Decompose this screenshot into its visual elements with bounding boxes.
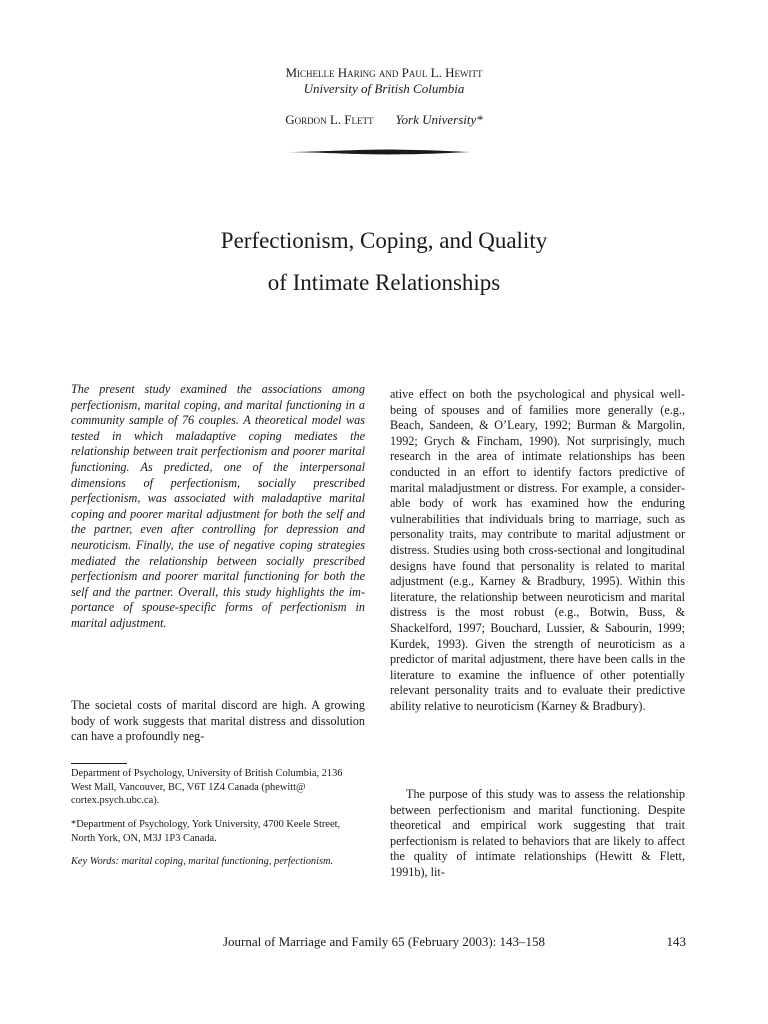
footnote-affiliation: Department of Psychology, University of British Columbia, 2136 West Mall, Vancouver, BC, V6T 1Z4 Canada (phewitt@ cortex.psych.ubc.ca). xyxy=(71,768,343,807)
footnote-york: *Department of Psychology, York University, 4700 Keele Street, North York, ON, M3J 1P3 Canada. xyxy=(71,819,341,844)
abstract: The present study examined the associations among perfectionism, marital coping, and marital functioning in a community sample of 76 couples. A theoretical model was tested in which maladaptive coping mediates the relationship between trait perfectionism and poorer marital functioning. As predicted, one of the interpersonal dimensions of perfectionism, socially prescribed perfectionism, was associated with maladaptive marital coping and poorer marital adjustment for both the self and the partner, even after controlling for depression and neuroticism. Finally, the use of negative coping strategies mediated the relationship between socially prescribed perfectionism and poorer marital functioning for both the self and the partner. Overall, this study highlights the importance of spouse-specific forms of perfectionism in marital adjustment. xyxy=(71,382,365,630)
author-names: Michelle Haring and Paul L. Hewitt xyxy=(285,65,483,80)
article-title-line-2: of Intimate Relationships xyxy=(267,270,501,295)
intro-paragraph: The societal costs of marital discord are high. A growing body of work suggests that marital distress and dissolution can have a profoundly neg- xyxy=(71,698,365,744)
body-paragraph-purpose: The purpose of this study was to assess the relationship between perfectionism and marital functioning. Despite theoretical and empirical work suggesting that trait perfectionism is related to behaviors that are likely to affect the quality of intimate relationships (Hewitt & Flett, 1991b), lit- xyxy=(390,787,685,879)
page-number: 143 xyxy=(666,934,686,949)
footnote-rule xyxy=(71,763,127,764)
body-paragraph-continued: ative effect on both the psychological and physical well-being of spouses and of families more generally (e.g., Beach, Sandeen, & O’Leary, 1992; Burman & Margolin, 1992; Grych & Fincham, 1990). Not surprisingly, much research in the area of intimate relationships has been conducted in an effort to identify factors predictive of marital maladjustment or distress. For example, a considerable body of work has examined how the enduring vulnerabilities that individuals bring to marriage, such as personality traits, may contribute to marital adjustment or distress. Studies using both cross-sectional and longitudinal designs have found that personality is related to marital adjustment (e.g., Karney & Bradbury, 1995). Within this literature, the relationship between neuroticism and marital distress is the most robust (e.g., Botwin, Buss, & Shackelford, 1997; Bouchard, Lussier, & Sabourin, 1999; Kurdek, 1993). Given the strength of neuroticism as a predictor of marital adjustment, there have been calls in the literature to examine the influence of other potentially relevant personality traits and to evaluate their predictive ability relative to neuroticism (Karney & Bradbury). xyxy=(390,387,685,713)
decorative-swash-rule xyxy=(287,147,470,157)
article-title-line-1: Perfectionism, Coping, and Quality xyxy=(220,228,548,253)
key-words: Key Words: marital coping, marital functioning, perfectionism. xyxy=(71,856,334,867)
third-author-name: Gordon L. Flett xyxy=(285,112,374,127)
author-affiliation: University of British Columbia xyxy=(303,81,465,96)
third-author-affiliation: York University* xyxy=(395,112,483,127)
third-author-line xyxy=(0,111,768,128)
journal-reference: Journal of Marriage and Family 65 (February 2003): 143–158 xyxy=(222,934,546,949)
